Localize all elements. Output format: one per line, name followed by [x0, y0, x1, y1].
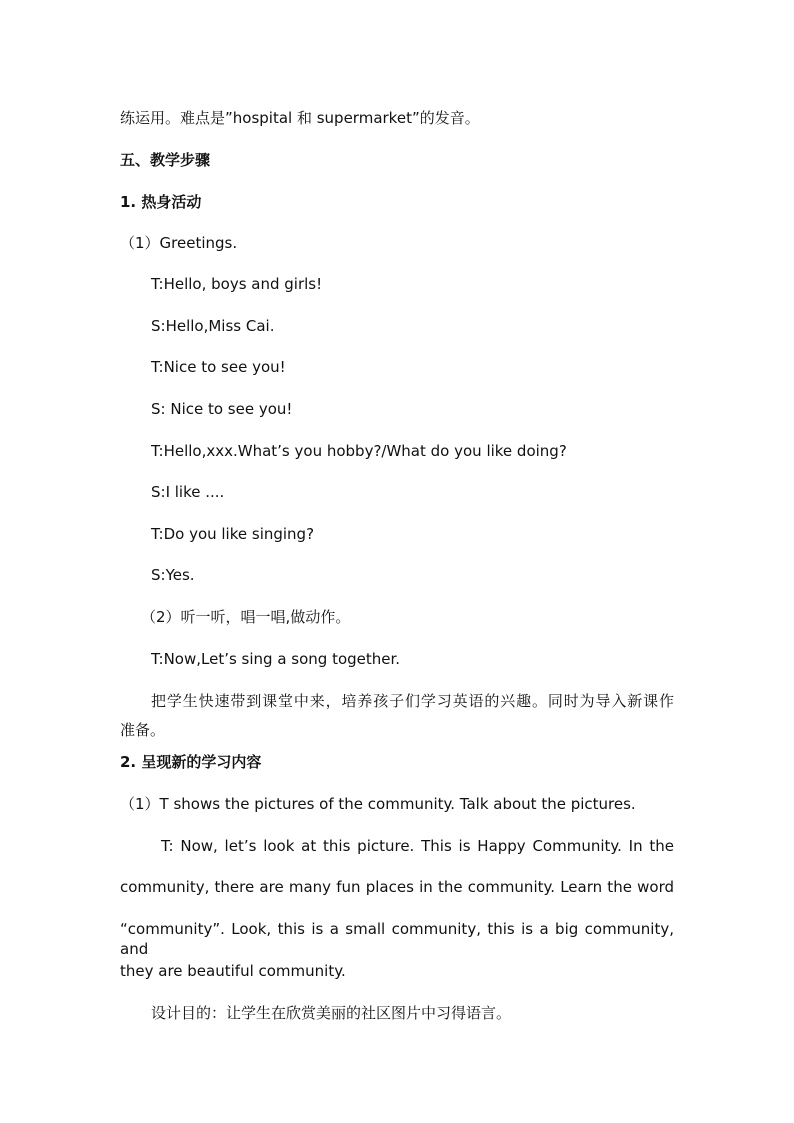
step2-heading: 2. 呈现新的学习内容: [120, 753, 262, 771]
song-instruction-line: T:Now,Let’s sing a song together.: [151, 650, 401, 668]
paragraph-line-4: they are beautiful community.: [120, 962, 346, 980]
paragraph-line-2: community, there are many fun places in the community. Learn the word: [120, 878, 674, 896]
section-heading-teaching-steps: 五、教学步骤: [120, 151, 211, 169]
dialogue-line: S:Yes.: [151, 566, 195, 584]
paragraph-line-3: “community”. Look, this is a small community, this is a big community, and: [120, 920, 674, 958]
paragraph-line-1: T: Now, let’s look at this picture. This is Happy Community. In the: [161, 837, 674, 855]
dialogue-line: T:Nice to see you!: [151, 358, 286, 376]
dialogue-line: S:I like ....: [151, 483, 225, 501]
step1-heading: 1. 热身活动: [120, 193, 202, 211]
dialogue-line: S:Hello,Miss Cai.: [151, 317, 275, 335]
dialogue-line: T:Hello,xxx.What’s you hobby?/What do you like doing?: [151, 442, 567, 460]
design-purpose-text: 设计目的：让学生在欣赏美丽的社区图片中习得语言。: [151, 1004, 512, 1022]
step1-subheading-song: （2）听一听，唱一唱,做动作。: [141, 608, 351, 626]
key-points-text: 练运用。难点是”hospital 和 supermarket”的发音。: [120, 109, 480, 127]
step1-subheading-greetings: （1）Greetings.: [120, 234, 238, 252]
step2-subheading-pictures: （1）T shows the pictures of the community. Talk about the pictures.: [120, 795, 636, 813]
purpose-text-line-1: 把学生快速带到课堂中来，培养孩子们学习英语的兴趣。同时为导入新课作: [151, 692, 674, 710]
purpose-text-line-2: 准备。: [120, 721, 166, 739]
dialogue-line: T:Do you like singing?: [151, 525, 315, 543]
dialogue-line: T:Hello, boys and girls!: [151, 275, 323, 293]
dialogue-line: S: Nice to see you!: [151, 400, 293, 418]
